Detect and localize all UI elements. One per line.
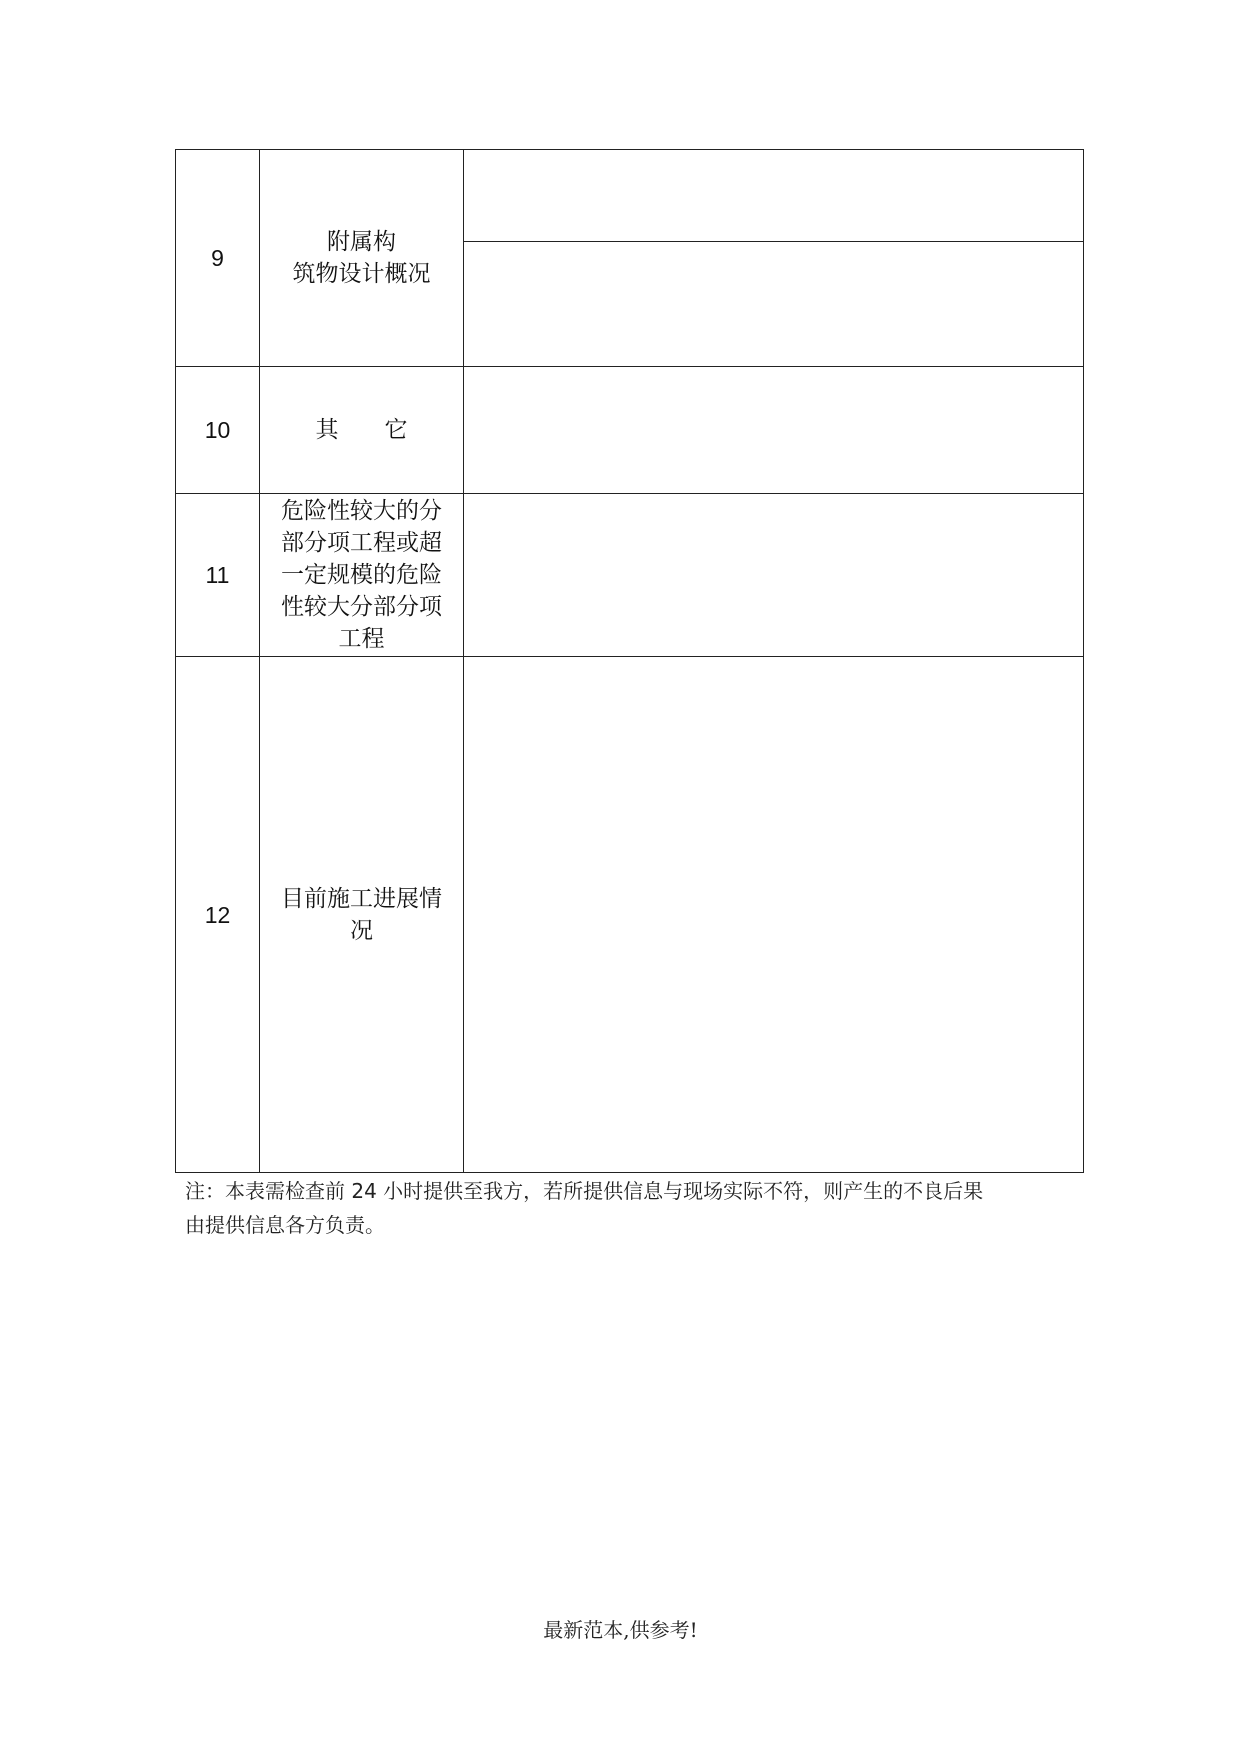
row-number: 10 (176, 367, 260, 494)
label-line: 部分项工程或超 (281, 530, 442, 556)
label-line: 一定规模的危险 (281, 562, 442, 588)
table-row-11 (176, 494, 1084, 657)
note-line: 由提供信息各方负责。 (185, 1213, 385, 1237)
row-number: 11 (176, 494, 260, 657)
label-line: 性较大分部分项 (281, 594, 442, 620)
label-line: 况 (350, 917, 373, 944)
content-cell[interactable] (464, 367, 1084, 494)
row-number: 12 (176, 657, 260, 1173)
label-line: 附属构 (327, 229, 396, 255)
content-cell[interactable] (464, 150, 1084, 242)
row-label: 其 它 (260, 367, 464, 494)
page-footer: 最新范本,供参考! (543, 1618, 698, 1642)
row-label (260, 150, 464, 367)
table-row-12 (176, 657, 1084, 1173)
label-line: 危险性较大的分 (281, 498, 442, 524)
content-cell[interactable] (464, 657, 1084, 1173)
label-line: 筑物设计概况 (292, 261, 431, 287)
info-table (175, 149, 1084, 1173)
row-number: 9 (176, 150, 260, 367)
table-row-9 (176, 150, 1084, 242)
table-row-10 (176, 367, 1084, 494)
label-line: 工程 (338, 626, 385, 652)
content-cell[interactable] (464, 242, 1084, 367)
note-line: 注：本表需检查前 24 小时提供至我方，若所提供信息与现场实际不符，则产生的不良后果 (185, 1179, 984, 1203)
label-line: 目前施工进展情 (281, 885, 442, 912)
row-label (260, 494, 464, 657)
row-label (260, 657, 464, 1173)
content-cell[interactable] (464, 494, 1084, 657)
table-note (185, 1174, 1065, 1242)
